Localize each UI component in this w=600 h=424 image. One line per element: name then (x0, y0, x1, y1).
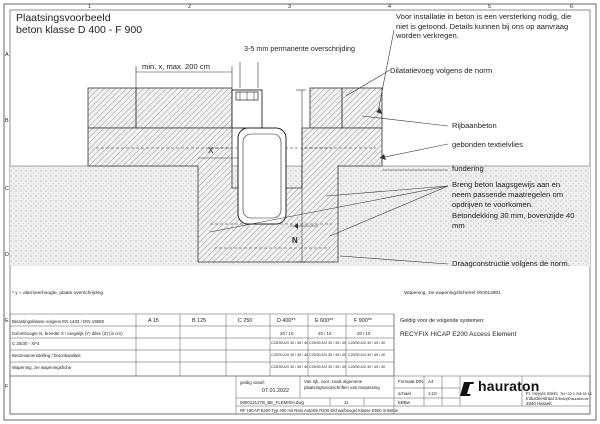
dimension-n-label: N (292, 236, 298, 245)
row2-d400: 20 / 10 (280, 331, 294, 336)
channel-body (238, 128, 286, 224)
row4-e600: C25/30 A/X 30 / 45 / 40 (309, 353, 347, 357)
note-textielvlies: gebonden textielvlies (452, 140, 523, 149)
row-marker-c: C (5, 186, 9, 192)
note-dilatation: Dilatatievoeg volgens de norm (390, 66, 493, 75)
row-marker-a: A (5, 52, 9, 58)
row4-f900: C25/30 A/X 30 / 45 / 40 (348, 353, 386, 357)
row5-d400: C25/30 A/X 30 / 45 / 40 (271, 365, 309, 369)
brand-name: hauraton (478, 378, 540, 394)
row2-e600: 20 / 10 (318, 331, 332, 336)
row3-d400: C25/30 A/X 30 / 45 / 40 (271, 341, 309, 345)
row3-f900: C25/30 A/X 30 / 45 / 40 (348, 341, 386, 345)
col-marker-3: 3 (288, 4, 291, 10)
note-min-width: min. x, max. 200 cm (142, 62, 210, 71)
row-marker-e: E (5, 318, 9, 324)
rijbaanbeton-right (310, 88, 382, 128)
sheet-number: 11 (344, 400, 349, 405)
valid-product: RECYFIX HICAP E200 Access Element (400, 331, 517, 338)
rijbaanbeton-left (88, 88, 232, 128)
valid-from-date: 07.01.2022 (262, 388, 289, 394)
class-c250: C 250 (238, 318, 253, 324)
scale-label: schaal (398, 391, 411, 396)
note-fundering: fundering (452, 164, 484, 173)
valid-from-label: geldig vanaf: (240, 380, 265, 385)
titleblock-note-1: Van rijk, voor, zoals algemene (304, 379, 363, 384)
col-marker-2: 2 (188, 4, 191, 10)
class-f900: F 900** (354, 318, 372, 324)
row5-e600: C25/30 A/X 30 / 45 / 40 (309, 365, 347, 369)
scale-value: 1:10 (428, 391, 437, 396)
note-beton: Breng beton laagsgewijs aan en neem passende maatregelen om opdrijven te voorkomen. Betondekking 30 mm, bovenzijde 40 mm (452, 180, 575, 230)
hauraton-logo-mark (460, 382, 476, 396)
table-row4-label: Betonsamenstelling / betonkwaliteit (12, 353, 81, 358)
packaging-note: Wapening, zie wapeningsfiche/ref 000012801 (404, 291, 501, 296)
language-code: EBBw (398, 400, 410, 405)
col-marker-1: 1 (88, 4, 91, 10)
dimension-x-label: X (208, 146, 214, 155)
drawing-filename: 000012127B_BE_FLEMISH.dwg (240, 400, 304, 405)
class-e600: E 600** (315, 318, 334, 324)
note-draagconstructie: Draagconstructie volgens de norm. (452, 259, 570, 268)
table-row1-label: Belastingsklasse volgens EN 1433 / DIN 19580 (12, 319, 105, 324)
row5-f900: C25/30 A/X 30 / 45 / 40 (348, 365, 386, 369)
class-a15: A 15 (148, 318, 159, 324)
valid-systems-header: Geldig voor de volgende systemen: (400, 318, 485, 324)
note-rijbaanbeton: Rijbaanbeton (452, 121, 497, 130)
brand-address: Fr. Heyvis Smits Industriestraat 24 4840 Hasselt (526, 391, 560, 406)
spec-table-grid (10, 314, 590, 414)
footnote: * y = alarmeerhoogte, plaats overschrijding (12, 291, 104, 296)
table-row3-label: C 25/30 - XF4 (12, 341, 40, 346)
class-b125: B 125 (192, 318, 207, 324)
row3-e600: C25/30 A/X 30 / 45 / 40 (309, 341, 347, 345)
col-marker-5: 5 (488, 4, 491, 10)
table-row5-label: Wapening, zie wapeningsfiche (12, 365, 72, 370)
note-install: Voor installatie in beton is een versterking nodig, die niet is getoond. Details kunnen bij ons op aanvraag worden verkregen. (396, 12, 572, 40)
row2-f900: 20 / 10 (357, 331, 371, 336)
format-label: Formaat DIN (398, 379, 424, 384)
col-marker-6: 6 (570, 4, 573, 10)
row-marker-f: F (5, 384, 9, 390)
row-marker-b: B (5, 118, 9, 124)
class-d400: D 400** (277, 318, 296, 324)
row4-d400: C25/30 A/X 30 / 45 / 40 (271, 353, 309, 357)
note-gap: 3-5 mm permanente overschrijding (244, 44, 356, 53)
titleblock-note-2: plaatsingsvoorschriften van toepassing (304, 385, 380, 390)
row-marker-d: D (5, 252, 9, 258)
drawing-description: RF HICAP E200 Typ 450 mit Rost Autostir R200 Elchau/beugel Klasse E600 in Beton (240, 408, 399, 413)
table-row2-label: Kolomhoogte N, breedte X / toegelijk (Y) dikte (Z) (in cm) (12, 331, 123, 336)
title-line-2: beton klasse D 400 - F 900 (16, 24, 143, 36)
brand-contact: Tel +32 4 296 55 16 info@hauraton.be (560, 392, 592, 401)
format-value: A4 (428, 379, 434, 384)
col-marker-4: 4 (388, 4, 391, 10)
title-line-1: Plaatsingsvoorbeeld (16, 12, 111, 24)
